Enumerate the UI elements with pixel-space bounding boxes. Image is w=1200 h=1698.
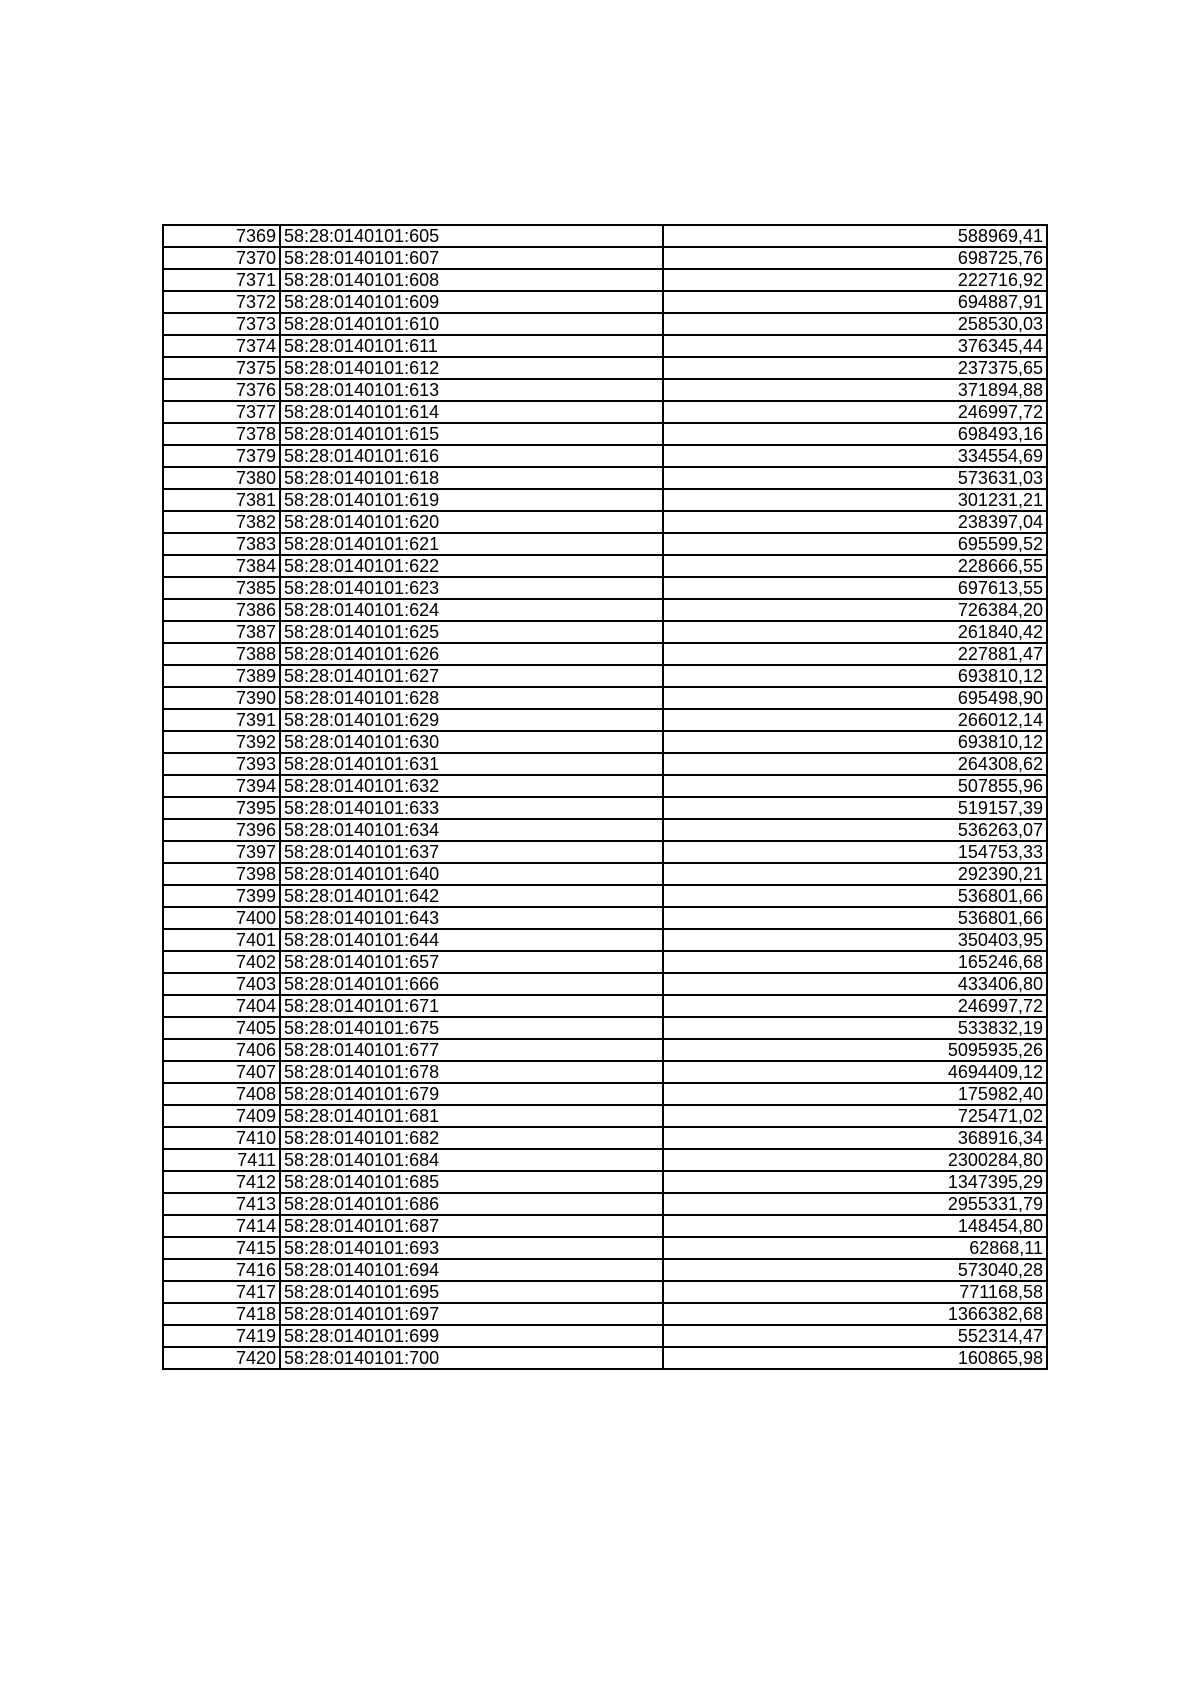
value-cell: 148454,80 — [663, 1215, 1047, 1237]
table-row — [163, 335, 1047, 357]
table-row — [163, 379, 1047, 401]
table-row — [163, 599, 1047, 621]
row-number-cell: 7404 — [163, 995, 280, 1017]
row-number-cell: 7381 — [163, 489, 280, 511]
cadastral-number-cell: 58:28:0140101:681 — [280, 1105, 663, 1127]
value-cell: 5095935,26 — [663, 1039, 1047, 1061]
row-number-cell: 7391 — [163, 709, 280, 731]
value-cell: 227881,47 — [663, 643, 1047, 665]
value-cell: 2300284,80 — [663, 1149, 1047, 1171]
row-number-cell: 7377 — [163, 401, 280, 423]
cadastral-number-cell: 58:28:0140101:643 — [280, 907, 663, 929]
row-number-cell: 7413 — [163, 1193, 280, 1215]
table-row — [163, 467, 1047, 489]
cadastral-number-cell: 58:28:0140101:621 — [280, 533, 663, 555]
value-cell: 2955331,79 — [663, 1193, 1047, 1215]
row-number-cell: 7419 — [163, 1325, 280, 1347]
table-row — [163, 885, 1047, 907]
row-number-cell: 7372 — [163, 291, 280, 313]
row-number-cell: 7406 — [163, 1039, 280, 1061]
row-number-cell: 7403 — [163, 973, 280, 995]
table-body — [163, 225, 1047, 1369]
table-row — [163, 797, 1047, 819]
value-cell: 371894,88 — [663, 379, 1047, 401]
value-cell: 237375,65 — [663, 357, 1047, 379]
row-number-cell: 7400 — [163, 907, 280, 929]
value-cell: 771168,58 — [663, 1281, 1047, 1303]
value-cell: 368916,34 — [663, 1127, 1047, 1149]
cadastral-number-cell: 58:28:0140101:624 — [280, 599, 663, 621]
table-row — [163, 247, 1047, 269]
row-number-cell: 7375 — [163, 357, 280, 379]
value-cell: 695599,52 — [663, 533, 1047, 555]
table-row — [163, 1347, 1047, 1369]
cadastral-number-cell: 58:28:0140101:625 — [280, 621, 663, 643]
cadastral-number-cell: 58:28:0140101:640 — [280, 863, 663, 885]
row-number-cell: 7378 — [163, 423, 280, 445]
table-row — [163, 225, 1047, 247]
table-row — [163, 1259, 1047, 1281]
value-cell: 536801,66 — [663, 907, 1047, 929]
cadastral-number-cell: 58:28:0140101:629 — [280, 709, 663, 731]
cadastral-number-cell: 58:28:0140101:622 — [280, 555, 663, 577]
table-row — [163, 775, 1047, 797]
row-number-cell: 7402 — [163, 951, 280, 973]
value-cell: 4694409,12 — [663, 1061, 1047, 1083]
cadastral-number-cell: 58:28:0140101:685 — [280, 1171, 663, 1193]
row-number-cell: 7385 — [163, 577, 280, 599]
value-cell: 573631,03 — [663, 467, 1047, 489]
table-row — [163, 863, 1047, 885]
cadastral-number-cell: 58:28:0140101:619 — [280, 489, 663, 511]
cadastral-number-cell: 58:28:0140101:623 — [280, 577, 663, 599]
value-cell: 238397,04 — [663, 511, 1047, 533]
row-number-cell: 7382 — [163, 511, 280, 533]
row-number-cell: 7412 — [163, 1171, 280, 1193]
table-row — [163, 1017, 1047, 1039]
value-cell: 693810,12 — [663, 731, 1047, 753]
cadastral-number-cell: 58:28:0140101:687 — [280, 1215, 663, 1237]
row-number-cell: 7394 — [163, 775, 280, 797]
row-number-cell: 7373 — [163, 313, 280, 335]
table-row — [163, 907, 1047, 929]
row-number-cell: 7379 — [163, 445, 280, 467]
row-number-cell: 7380 — [163, 467, 280, 489]
value-cell: 154753,33 — [663, 841, 1047, 863]
value-cell: 175982,40 — [663, 1083, 1047, 1105]
table-row — [163, 357, 1047, 379]
value-cell: 264308,62 — [663, 753, 1047, 775]
row-number-cell: 7397 — [163, 841, 280, 863]
table-row — [163, 621, 1047, 643]
table-row — [163, 1215, 1047, 1237]
table-row — [163, 1039, 1047, 1061]
table-row — [163, 973, 1047, 995]
value-cell: 536801,66 — [663, 885, 1047, 907]
value-cell: 258530,03 — [663, 313, 1047, 335]
cadastral-number-cell: 58:28:0140101:679 — [280, 1083, 663, 1105]
row-number-cell: 7369 — [163, 225, 280, 247]
table-row — [163, 951, 1047, 973]
table-row — [163, 401, 1047, 423]
row-number-cell: 7398 — [163, 863, 280, 885]
table-row — [163, 1237, 1047, 1259]
value-cell: 222716,92 — [663, 269, 1047, 291]
cadastral-number-cell: 58:28:0140101:628 — [280, 687, 663, 709]
table-row — [163, 929, 1047, 951]
table-row — [163, 709, 1047, 731]
row-number-cell: 7383 — [163, 533, 280, 555]
cadastral-number-cell: 58:28:0140101:614 — [280, 401, 663, 423]
value-cell: 246997,72 — [663, 401, 1047, 423]
value-cell: 695498,90 — [663, 687, 1047, 709]
row-number-cell: 7409 — [163, 1105, 280, 1127]
cadastral-number-cell: 58:28:0140101:630 — [280, 731, 663, 753]
table-row — [163, 1105, 1047, 1127]
row-number-cell: 7407 — [163, 1061, 280, 1083]
table-row — [163, 291, 1047, 313]
value-cell: 266012,14 — [663, 709, 1047, 731]
table-row — [163, 489, 1047, 511]
row-number-cell: 7374 — [163, 335, 280, 357]
cadastral-number-cell: 58:28:0140101:615 — [280, 423, 663, 445]
table-row — [163, 445, 1047, 467]
value-cell: 697613,55 — [663, 577, 1047, 599]
value-cell: 693810,12 — [663, 665, 1047, 687]
cadastral-number-cell: 58:28:0140101:682 — [280, 1127, 663, 1149]
value-cell: 726384,20 — [663, 599, 1047, 621]
cadastral-value-table — [162, 224, 1048, 1370]
row-number-cell: 7414 — [163, 1215, 280, 1237]
row-number-cell: 7376 — [163, 379, 280, 401]
table-row — [163, 1127, 1047, 1149]
row-number-cell: 7415 — [163, 1237, 280, 1259]
cadastral-number-cell: 58:28:0140101:605 — [280, 225, 663, 247]
cadastral-number-cell: 58:28:0140101:677 — [280, 1039, 663, 1061]
table-row — [163, 533, 1047, 555]
value-cell: 698725,76 — [663, 247, 1047, 269]
table-row — [163, 819, 1047, 841]
row-number-cell: 7388 — [163, 643, 280, 665]
row-number-cell: 7408 — [163, 1083, 280, 1105]
table-row — [163, 313, 1047, 335]
value-cell: 533832,19 — [663, 1017, 1047, 1039]
row-number-cell: 7411 — [163, 1149, 280, 1171]
table-row — [163, 577, 1047, 599]
value-cell: 334554,69 — [663, 445, 1047, 467]
value-cell: 160865,98 — [663, 1347, 1047, 1369]
table-row — [163, 841, 1047, 863]
cadastral-number-cell: 58:28:0140101:616 — [280, 445, 663, 467]
row-number-cell: 7387 — [163, 621, 280, 643]
cadastral-number-cell: 58:28:0140101:608 — [280, 269, 663, 291]
table-row — [163, 1281, 1047, 1303]
cadastral-number-cell: 58:28:0140101:620 — [280, 511, 663, 533]
cadastral-number-cell: 58:28:0140101:671 — [280, 995, 663, 1017]
table-row — [163, 1149, 1047, 1171]
row-number-cell: 7401 — [163, 929, 280, 951]
value-cell: 588969,41 — [663, 225, 1047, 247]
cadastral-number-cell: 58:28:0140101:695 — [280, 1281, 663, 1303]
row-number-cell: 7396 — [163, 819, 280, 841]
row-number-cell: 7392 — [163, 731, 280, 753]
cadastral-number-cell: 58:28:0140101:697 — [280, 1303, 663, 1325]
value-cell: 552314,47 — [663, 1325, 1047, 1347]
value-cell: 698493,16 — [663, 423, 1047, 445]
row-number-cell: 7389 — [163, 665, 280, 687]
row-number-cell: 7393 — [163, 753, 280, 775]
row-number-cell: 7417 — [163, 1281, 280, 1303]
cadastral-number-cell: 58:28:0140101:678 — [280, 1061, 663, 1083]
row-number-cell: 7410 — [163, 1127, 280, 1149]
table-row — [163, 423, 1047, 445]
cadastral-number-cell: 58:28:0140101:694 — [280, 1259, 663, 1281]
table-row — [163, 731, 1047, 753]
value-cell: 246997,72 — [663, 995, 1047, 1017]
cadastral-number-cell: 58:28:0140101:607 — [280, 247, 663, 269]
row-number-cell: 7386 — [163, 599, 280, 621]
table-row — [163, 1325, 1047, 1347]
row-number-cell: 7418 — [163, 1303, 280, 1325]
cadastral-number-cell: 58:28:0140101:686 — [280, 1193, 663, 1215]
value-cell: 1366382,68 — [663, 1303, 1047, 1325]
value-cell: 62868,11 — [663, 1237, 1047, 1259]
cadastral-number-cell: 58:28:0140101:684 — [280, 1149, 663, 1171]
row-number-cell: 7405 — [163, 1017, 280, 1039]
cadastral-number-cell: 58:28:0140101:633 — [280, 797, 663, 819]
table-row — [163, 753, 1047, 775]
value-cell: 292390,21 — [663, 863, 1047, 885]
value-cell: 1347395,29 — [663, 1171, 1047, 1193]
cadastral-number-cell: 58:28:0140101:610 — [280, 313, 663, 335]
row-number-cell: 7384 — [163, 555, 280, 577]
row-number-cell: 7416 — [163, 1259, 280, 1281]
value-cell: 725471,02 — [663, 1105, 1047, 1127]
table-row — [163, 555, 1047, 577]
value-cell: 350403,95 — [663, 929, 1047, 951]
cadastral-number-cell: 58:28:0140101:666 — [280, 973, 663, 995]
value-cell: 694887,91 — [663, 291, 1047, 313]
cadastral-number-cell: 58:28:0140101:644 — [280, 929, 663, 951]
table-row — [163, 643, 1047, 665]
table-row — [163, 1171, 1047, 1193]
cadastral-number-cell: 58:28:0140101:642 — [280, 885, 663, 907]
value-cell: 519157,39 — [663, 797, 1047, 819]
row-number-cell: 7420 — [163, 1347, 280, 1369]
value-cell: 376345,44 — [663, 335, 1047, 357]
cadastral-number-cell: 58:28:0140101:632 — [280, 775, 663, 797]
table-row — [163, 269, 1047, 291]
table-row — [163, 687, 1047, 709]
row-number-cell: 7371 — [163, 269, 280, 291]
table-row — [163, 1061, 1047, 1083]
value-cell: 165246,68 — [663, 951, 1047, 973]
table-row — [163, 1303, 1047, 1325]
cadastral-number-cell: 58:28:0140101:613 — [280, 379, 663, 401]
table-row — [163, 665, 1047, 687]
cadastral-number-cell: 58:28:0140101:612 — [280, 357, 663, 379]
row-number-cell: 7370 — [163, 247, 280, 269]
table-row — [163, 1193, 1047, 1215]
table-row — [163, 995, 1047, 1017]
cadastral-number-cell: 58:28:0140101:693 — [280, 1237, 663, 1259]
value-cell: 433406,80 — [663, 973, 1047, 995]
table-row — [163, 1083, 1047, 1105]
value-cell: 507855,96 — [663, 775, 1047, 797]
cadastral-number-cell: 58:28:0140101:631 — [280, 753, 663, 775]
cadastral-number-cell: 58:28:0140101:657 — [280, 951, 663, 973]
cadastral-number-cell: 58:28:0140101:626 — [280, 643, 663, 665]
value-cell: 536263,07 — [663, 819, 1047, 841]
cadastral-number-cell: 58:28:0140101:627 — [280, 665, 663, 687]
cadastral-number-cell: 58:28:0140101:699 — [280, 1325, 663, 1347]
cadastral-number-cell: 58:28:0140101:609 — [280, 291, 663, 313]
cadastral-number-cell: 58:28:0140101:700 — [280, 1347, 663, 1369]
row-number-cell: 7390 — [163, 687, 280, 709]
row-number-cell: 7399 — [163, 885, 280, 907]
value-cell: 573040,28 — [663, 1259, 1047, 1281]
cadastral-number-cell: 58:28:0140101:618 — [280, 467, 663, 489]
cadastral-number-cell: 58:28:0140101:637 — [280, 841, 663, 863]
cadastral-number-cell: 58:28:0140101:634 — [280, 819, 663, 841]
row-number-cell: 7395 — [163, 797, 280, 819]
table-row — [163, 511, 1047, 533]
value-cell: 228666,55 — [663, 555, 1047, 577]
value-cell: 261840,42 — [663, 621, 1047, 643]
cadastral-number-cell: 58:28:0140101:611 — [280, 335, 663, 357]
value-cell: 301231,21 — [663, 489, 1047, 511]
cadastral-number-cell: 58:28:0140101:675 — [280, 1017, 663, 1039]
